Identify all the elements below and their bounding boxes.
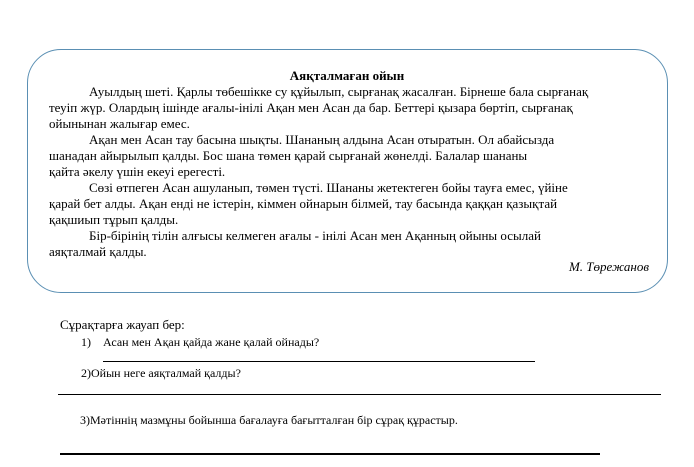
story-line: Ақан мен Асан тау басына шықты. Шананың алдына Асан отыратын. Ол абайсызда (89, 132, 555, 147)
question-1-answer-line[interactable] (103, 361, 535, 362)
question-1-text: Асан мен Ақан қайда жане қалай ойнады? (103, 335, 320, 349)
story-title: Аяқталмаған ойын (289, 68, 405, 83)
story-line: қарай бет алды. Ақан енді не істерін, кіммен ойнарын білмей, тау басында қаққан қазықтай (49, 196, 558, 211)
story-author: М. Төрежанов (568, 259, 649, 274)
question-1-number: 1) (81, 335, 91, 349)
story-line: Ауылдың шеті. Қарлы төбешікке су құйылып, сырғанақ жасалған. Бірнеше бала сырғанақ (89, 84, 589, 99)
story-line: ойынынан жалығар емес. (49, 116, 190, 131)
question-2-text: 2)Ойын неге аяқталмай қалды? (81, 366, 241, 380)
story-line: Бір-бірінің тілін алғысы келмеген ағалы - інілі Асан мен Ақанның ойыны осылай (89, 228, 541, 243)
story-line: Сөзі өтпеген Асан ашуланып, төмен түсті. Шананы жетектеген бойы тауға емес, үйіне (89, 180, 568, 195)
story-line: қақшиып тұрып қалды. (49, 212, 179, 227)
question-3-answer-line[interactable] (60, 453, 600, 455)
question-3-text: 3)Мәтіннің мазмұны бойынша бағалауға бағытталған бір сұрақ құрастыр. (80, 413, 458, 427)
story-line: қайта әкелу үшін екеуі ерегесті. (49, 164, 226, 179)
story-line: аяқталмай қалды. (49, 244, 147, 259)
story-line: теуіп жүр. Олардың ішінде ағалы-інілі Ақан мен Асан да бар. Беттері қызара бөртіп, сырғанақ (49, 100, 573, 115)
questions-heading: Сұрақтарға жауап бер: (60, 317, 185, 332)
question-2-answer-line[interactable] (58, 394, 661, 395)
story-line: шанадан айырылып қалды. Бос шана төмен қарай сырғанай жөнелді. Балалар шананы (49, 148, 528, 163)
